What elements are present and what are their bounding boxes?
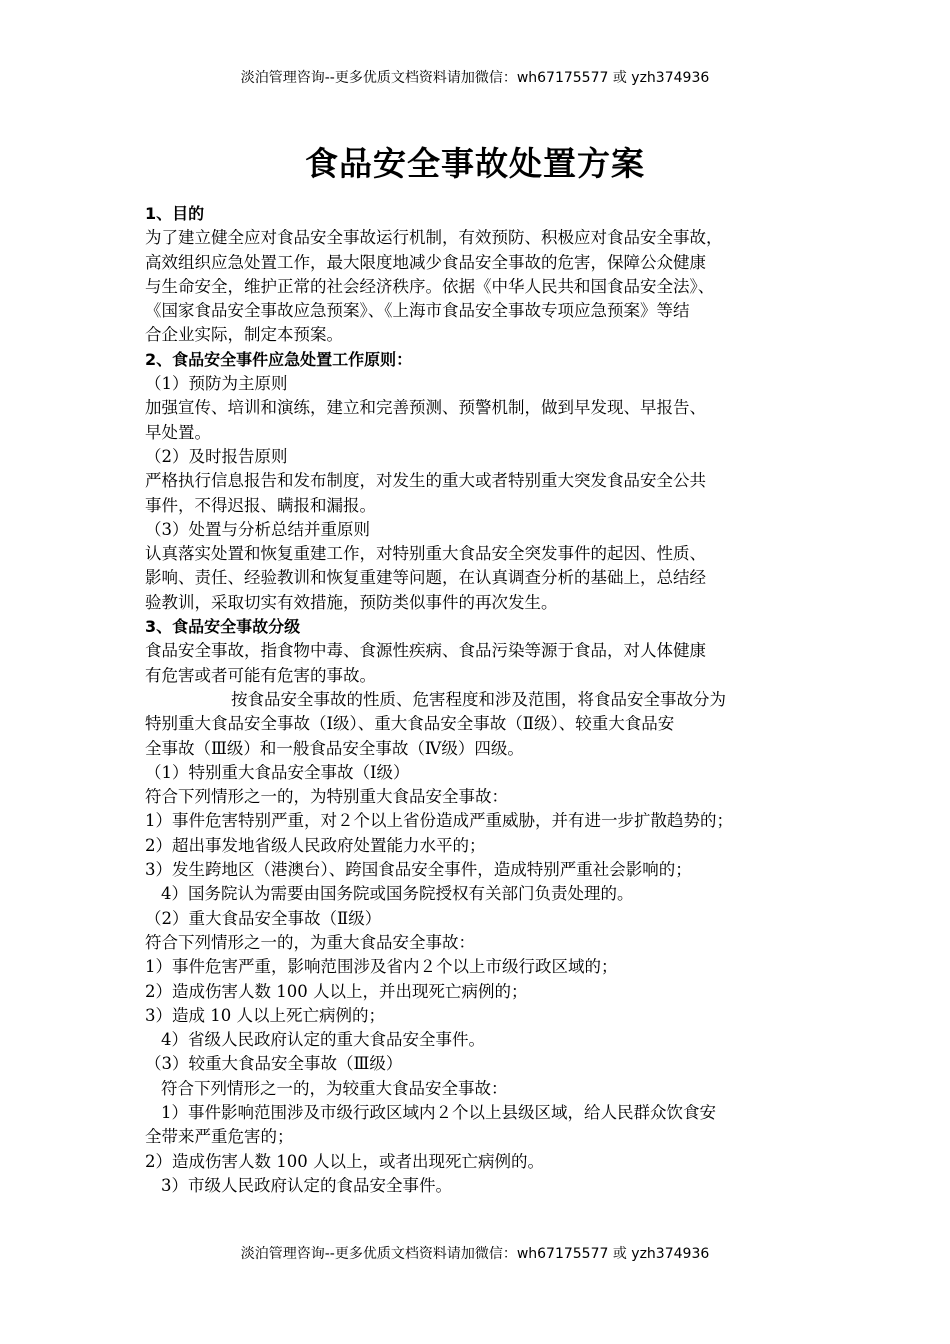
subheading-line: （3）较重大食品安全事故（Ⅲ级） [145, 1054, 403, 1074]
subheading-line: （2）及时报告原则 [145, 446, 288, 466]
body-line: 严格执行信息报告和发布制度，对发生的重大或者特别重大突发食品安全公共 [145, 471, 706, 491]
list-item: 1）事件危害严重，影响范围涉及省内２个以上市级行政区域的； [145, 957, 618, 977]
body-line: 符合下列情形之一的，为重大食品安全事故： [145, 932, 475, 952]
list-item: 4）国务院认为需要由国务院或国务院授权有关部门负责处理的。 [161, 884, 634, 904]
body-line: 合企业实际，制定本预案。 [145, 325, 343, 345]
body-line: 符合下列情形之一的，为较重大食品安全事故： [161, 1078, 508, 1098]
body-line: 符合下列情形之一的，为特别重大食品安全事故： [145, 787, 508, 807]
body-line: 有危害或者可能有危害的事故。 [145, 665, 376, 685]
list-item: 2）超出事发地省级人民政府处置能力水平的； [145, 835, 486, 855]
body-line: 食品安全事故，指食物中毒、食源性疾病、食品污染等源于食品，对人体健康 [145, 641, 706, 661]
body-line: 早处置。 [145, 422, 211, 442]
body-line: 影响、责任、经验教训和恢复重建等问题，在认真调查分析的基础上，总结经 [145, 568, 706, 588]
body-line: 事件，不得迟报、瞒报和漏报。 [145, 495, 376, 515]
subheading-line: （1）预防为主原则 [145, 374, 288, 394]
subheading-line: （1）特别重大食品安全事故（Ⅰ级） [145, 762, 410, 782]
body-line: 高效组织应急处置工作，最大限度地减少食品安全事故的危害，保障公众健康 [145, 252, 706, 272]
list-item: 3）市级人民政府认定的食品安全事件。 [161, 1175, 452, 1195]
list-item: 1）事件影响范围涉及市级行政区域内２个以上县级区域，给人民群众饮食安 [161, 1102, 716, 1122]
body-line: 按食品安全事故的性质、危害程度和涉及范围，将食品安全事故分为 [231, 689, 726, 709]
body-line: 验教训，采取切实有效措施，预防类似事件的再次发生。 [145, 592, 558, 612]
body-line: 认真落实处置和恢复重建工作，对特别重大食品安全突发事件的起因、性质、 [145, 544, 706, 564]
list-item: 1）事件危害特别严重，对２个以上省份造成严重威胁，并有进一步扩散趋势的； [145, 811, 733, 831]
list-item: 3）发生跨地区（港澳台）、跨国食品安全事件，造成特别严重社会影响的； [145, 860, 692, 880]
page-footer-note: 淡泊管理咨询--更多优质文档资料请加微信：wh67175577 或 yzh374936 [240, 1246, 710, 1262]
body-line: 与生命安全，维护正常的社会经济秩序。依据《中华人民共和国食品安全法》、 [145, 276, 715, 296]
page-header-note: 淡泊管理咨询--更多优质文档资料请加微信：wh67175577 或 yzh374936 [240, 70, 710, 86]
list-item: 2）造成伤害人数 100 人以上，或者出现死亡病例的。 [145, 1151, 544, 1171]
section-heading-purpose: 1、目的 [145, 204, 205, 223]
subheading-line: （3）处置与分析总结并重原则 [145, 519, 370, 539]
subheading-line: （2）重大食品安全事故（Ⅱ级） [145, 908, 382, 928]
list-item: 3）造成 10 人以上死亡病例的； [145, 1005, 385, 1025]
section-heading-grading: 3、食品安全事故分级 [145, 617, 301, 637]
body-line: 为了建立健全应对食品安全事故运行机制，有效预防、积极应对食品安全事故， [145, 228, 723, 248]
body-line: 《国家食品安全事故应急预案》、《上海市食品安全事故专项应急预案》等结 [145, 301, 690, 321]
body-line: 加强宣传、培训和演练，建立和完善预测、预警机制，做到早发现、早报告、 [145, 398, 706, 418]
list-item: 全带来严重危害的； [145, 1127, 294, 1147]
list-item: 2）造成伤害人数 100 人以上，并出现死亡病例的； [145, 981, 528, 1001]
section-heading-principles: 2、食品安全事件应急处置工作原则： [145, 349, 413, 369]
body-line: 全事故（Ⅲ级）和一般食品安全事故（Ⅳ级）四级。 [145, 738, 524, 758]
document-title: 食品安全事故处置方案 [305, 144, 645, 183]
body-line: 特别重大食品安全事故（Ⅰ级）、重大食品安全事故（Ⅱ级）、较重大食品安 [145, 714, 675, 734]
list-item: 4）省级人民政府认定的重大食品安全事件。 [161, 1030, 485, 1050]
document-body [145, 202, 815, 1198]
